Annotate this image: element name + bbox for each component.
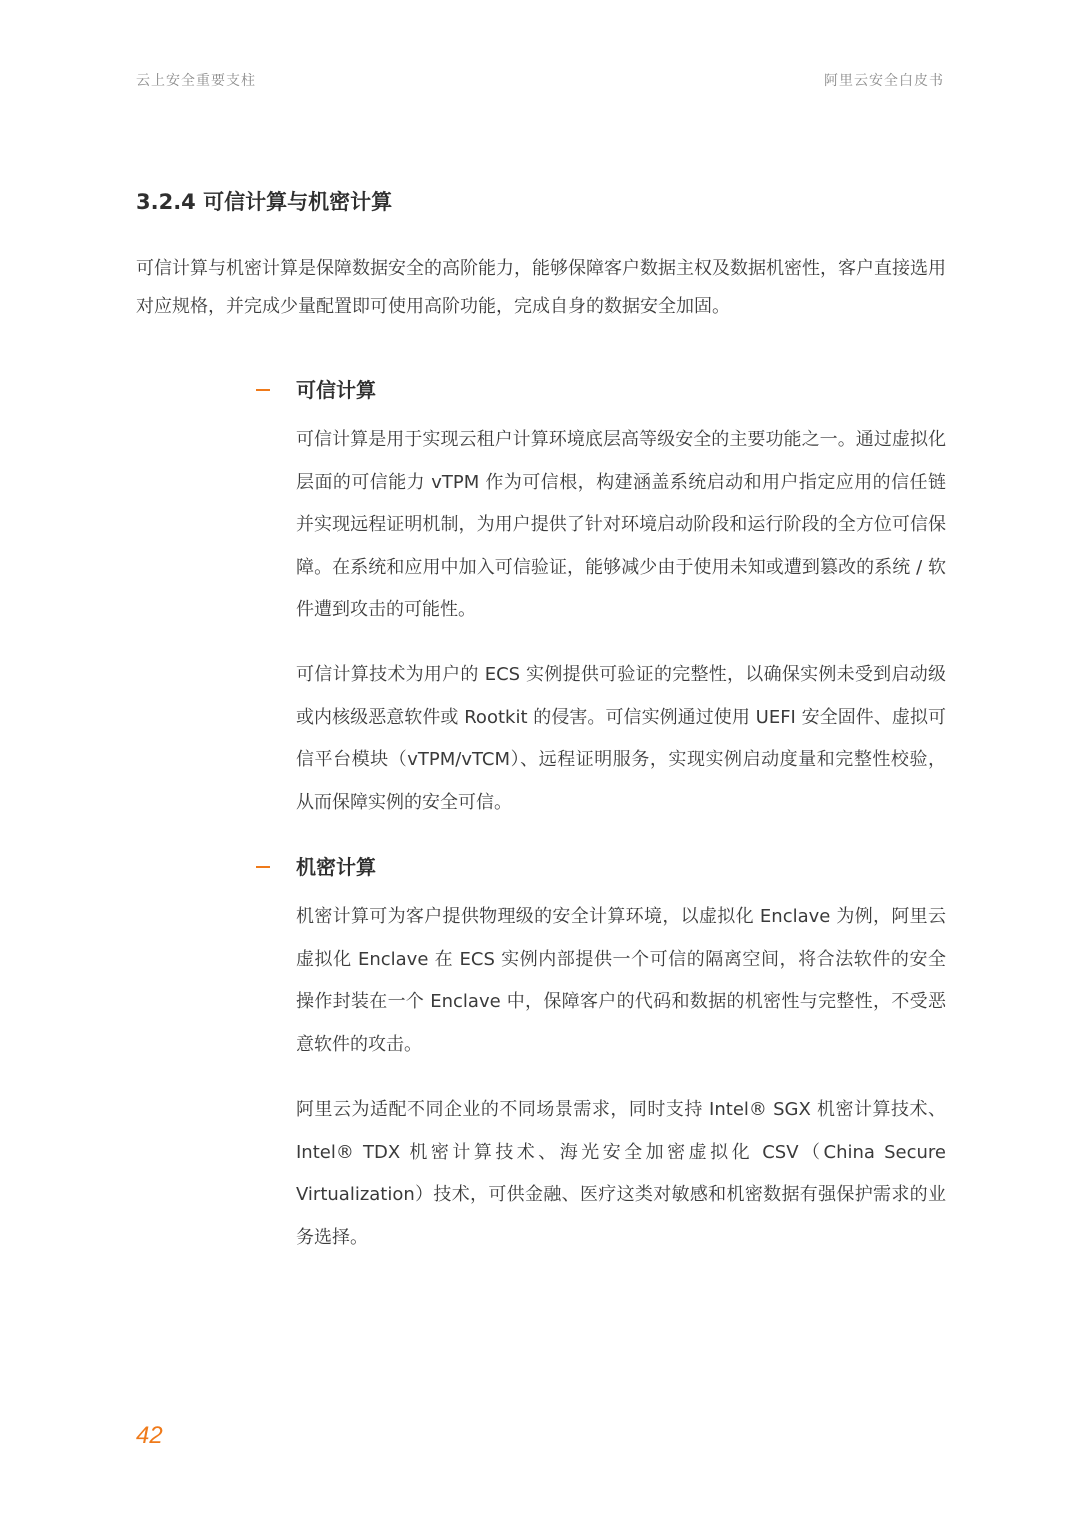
subsection-title: 机密计算 [296, 855, 376, 879]
section-heading: 3.2.4 可信计算与机密计算 [136, 190, 393, 214]
trusted-computing-paragraph-2: 可信计算技术为用户的 ECS 实例提供可验证的完整性，以确保实例未受到启动级或内核级恶意软件或 Rootkit 的侵害。可信实例通过使用 UEFI 安全固件、虚拟可信平台模块（vTPM/vTCM）、远程证明服务，实现实例启动度量和完整性校验，从而保障实例的安全可信。 [296, 664, 946, 813]
dash-bullet-icon [256, 866, 270, 868]
confidential-computing-paragraph-2: 阿里云为适配不同企业的不同场景需求，同时支持 Intel® SGX 机密计算技术、Intel® TDX 机密计算技术、海光安全加密虚拟化 CSV（China Secure Virtualization）技术，可供金融、医疗这类对敏感和机密数据有强保护需求的业务选择。 [296, 1099, 946, 1248]
subsection-heading-confidential-computing [256, 851, 376, 880]
subsection-title: 可信计算 [296, 378, 376, 402]
running-header-document-title: 阿里云安全白皮书 [824, 73, 944, 89]
trusted-computing-paragraph-1: 可信计算是用于实现云租户计算环境底层高等级安全的主要功能之一。通过虚拟化层面的可信能力 vTPM 作为可信根，构建涵盖系统启动和用户指定应用的信任链并实现远程证明机制，为用户提供了针对环境启动阶段和运行阶段的全方位可信保障。在系统和应用中加入可信验证，能够减少由于使用未知或遭到篡改的系统 / 软件遭到攻击的可能性。 [296, 429, 946, 620]
section-intro-paragraph: 可信计算与机密计算是保障数据安全的高阶能力，能够保障客户数据主权及数据机密性，客户直接选用对应规格，并完成少量配置即可使用高阶功能，完成自身的数据安全加固。 [136, 258, 946, 317]
subsection-heading-trusted-computing [256, 374, 376, 403]
dash-bullet-icon [256, 389, 270, 391]
page-number: 42 [136, 1422, 163, 1449]
running-header-chapter: 云上安全重要支柱 [136, 73, 256, 89]
confidential-computing-paragraph-1: 机密计算可为客户提供物理级的安全计算环境，以虚拟化 Enclave 为例，阿里云虚拟化 Enclave 在 ECS 实例内部提供一个可信的隔离空间，将合法软件的安全操作封装在一个 Enclave 中，保障客户的代码和数据的机密性与完整性，不受恶意软件的攻击。 [296, 906, 946, 1055]
